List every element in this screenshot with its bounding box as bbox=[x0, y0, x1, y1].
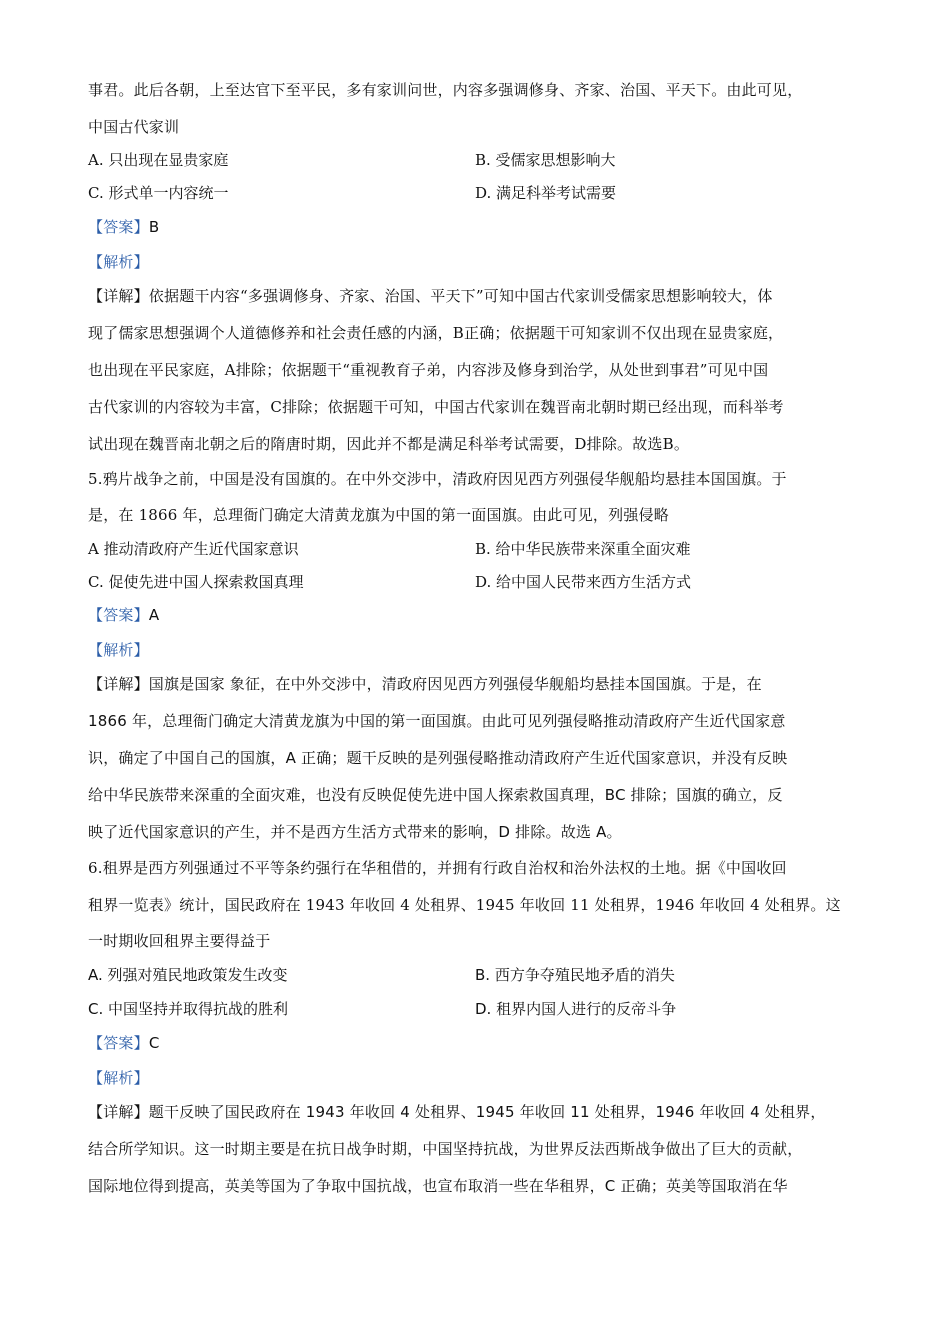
analysis-tag: 【解析】 bbox=[88, 641, 149, 659]
q4-detail-line: 现了儒家思想强调个人道德修养和社会责任感的内涵，B正确；依据题干可知家训不仅出现在显贵家庭， bbox=[88, 324, 784, 342]
answer-value: C bbox=[148, 1034, 160, 1052]
q6-answer-row bbox=[88, 1033, 868, 1053]
q5-detail-line: 1866 年，总理衙门确定大清黄龙旗为中国的第一面国旗。由此可见列强侵略推动清政府产生近代国家意 bbox=[88, 712, 786, 730]
q4-answer-row bbox=[88, 217, 868, 237]
q5-detail-line: 【详解】国旗是国家 象征，在中外交涉中，清政府因见西方列强侵华舰船均悬挂本国国旗。于是，在 bbox=[88, 675, 762, 693]
q5-option-b: B. 给中华民族带来深重全面灾难 bbox=[475, 540, 691, 558]
q5-option-c: C. 促使先进中国人探索救国真理 bbox=[88, 573, 304, 591]
q6-option-d: D. 租界内国人进行的反帝斗争 bbox=[475, 1000, 677, 1018]
q4-detail-line: 【详解】依据题干内容“多强调修身、齐家、治国、平天下”可知中国古代家训受儒家思想影响较大，体 bbox=[88, 287, 773, 305]
answer-tag: 【答案】 bbox=[88, 606, 149, 624]
q5-answer-row bbox=[88, 605, 868, 625]
q6-detail-line: 国际地位得到提高，英美等国为了争取中国抗战，也宣布取消一些在华租界，C 正确；英美等国取消在华 bbox=[88, 1177, 788, 1195]
answer-tag: 【答案】 bbox=[88, 1034, 149, 1052]
q4-detail-line: 也出现在平民家庭，A排除；依据题干“重视教育子弟，内容涉及修身到治学，从处世到事君”可见中国 bbox=[88, 361, 769, 379]
q6-stem-line: 租界一览表》统计，国民政府在 1943 年收回 4 处租界、1945 年收回 11 处租界，1946 年收回 4 处租界。这 bbox=[88, 896, 841, 914]
q4-option-a: A. 只出现在显贵家庭 bbox=[88, 151, 229, 169]
q5-detail-line: 给中华民族带来深重的全面灾难，也没有反映促使先进中国人探索救国真理，BC 排除；国旗的确立，反 bbox=[88, 786, 783, 804]
q6-option-c: C. 中国坚持并取得抗战的胜利 bbox=[88, 1000, 289, 1018]
analysis-tag: 【解析】 bbox=[88, 253, 149, 271]
q4-detail-line: 古代家训的内容较为丰富，C排除；依据题干可知，中国古代家训在魏晋南北朝时期已经出现，而科举考 bbox=[88, 398, 784, 416]
q5-option-a: A 推动清政府产生近代国家意识 bbox=[88, 540, 299, 558]
q4-option-c: C. 形式单一内容统一 bbox=[88, 184, 229, 202]
answer-value: B bbox=[148, 218, 160, 236]
q6-option-a: A. 列强对殖民地政策发生改变 bbox=[88, 966, 288, 984]
q4-stem-line: 中国古代家训 bbox=[88, 118, 180, 136]
q6-option-b: B. 西方争夺殖民地矛盾的消失 bbox=[475, 966, 675, 984]
answer-value: A bbox=[148, 606, 160, 624]
q4-option-d: D. 满足科举考试需要 bbox=[475, 184, 617, 202]
q4-option-b: B. 受儒家思想影响大 bbox=[475, 151, 616, 169]
q5-stem-line: 5.鸦片战争之前，中国是没有国旗的。在中外交涉中，清政府因见西方列强侵华舰船均悬挂本国国旗。于 bbox=[88, 470, 787, 488]
answer-tag: 【答案】 bbox=[88, 218, 149, 236]
q5-detail-line: 映了近代国家意识的产生，并不是西方生活方式带来的影响，D 排除。故选 A。 bbox=[88, 823, 622, 841]
q6-detail-line: 【详解】题干反映了国民政府在 1943 年收回 4 处租界、1945 年收回 11 处租界，1946 年收回 4 处租界， bbox=[88, 1103, 826, 1121]
q4-detail-line: 试出现在魏晋南北朝之后的隋唐时期，因此并不都是满足科举考试需要，D排除。故选B。 bbox=[88, 435, 690, 453]
q5-detail-line: 识，确定了中国自己的国旗，A 正确；题干反映的是列强侵略推动清政府产生近代国家意识，并没有反映 bbox=[88, 749, 788, 767]
q6-stem-line: 6.租界是西方列强通过不平等条约强行在华租借的，并拥有行政自治权和治外法权的土地。据《中国收回 bbox=[88, 859, 787, 877]
q4-stem-line: 事君。此后各朝，上至达官下至平民，多有家训问世，内容多强调修身、齐家、治国、平天下。由此可见， bbox=[88, 81, 803, 99]
analysis-tag: 【解析】 bbox=[88, 1069, 149, 1087]
q6-stem-line: 一时期收回租界主要得益于 bbox=[88, 932, 271, 950]
q6-detail-line: 结合所学知识。这一时期主要是在抗日战争时期，中国坚持抗战，为世界反法西斯战争做出了巨大的贡献， bbox=[88, 1140, 803, 1158]
q5-stem-line: 是，在 1866 年，总理衙门确定大清黄龙旗为中国的第一面国旗。由此可见，列强侵略 bbox=[88, 506, 669, 524]
q5-option-d: D. 给中国人民带来西方生活方式 bbox=[475, 573, 692, 591]
